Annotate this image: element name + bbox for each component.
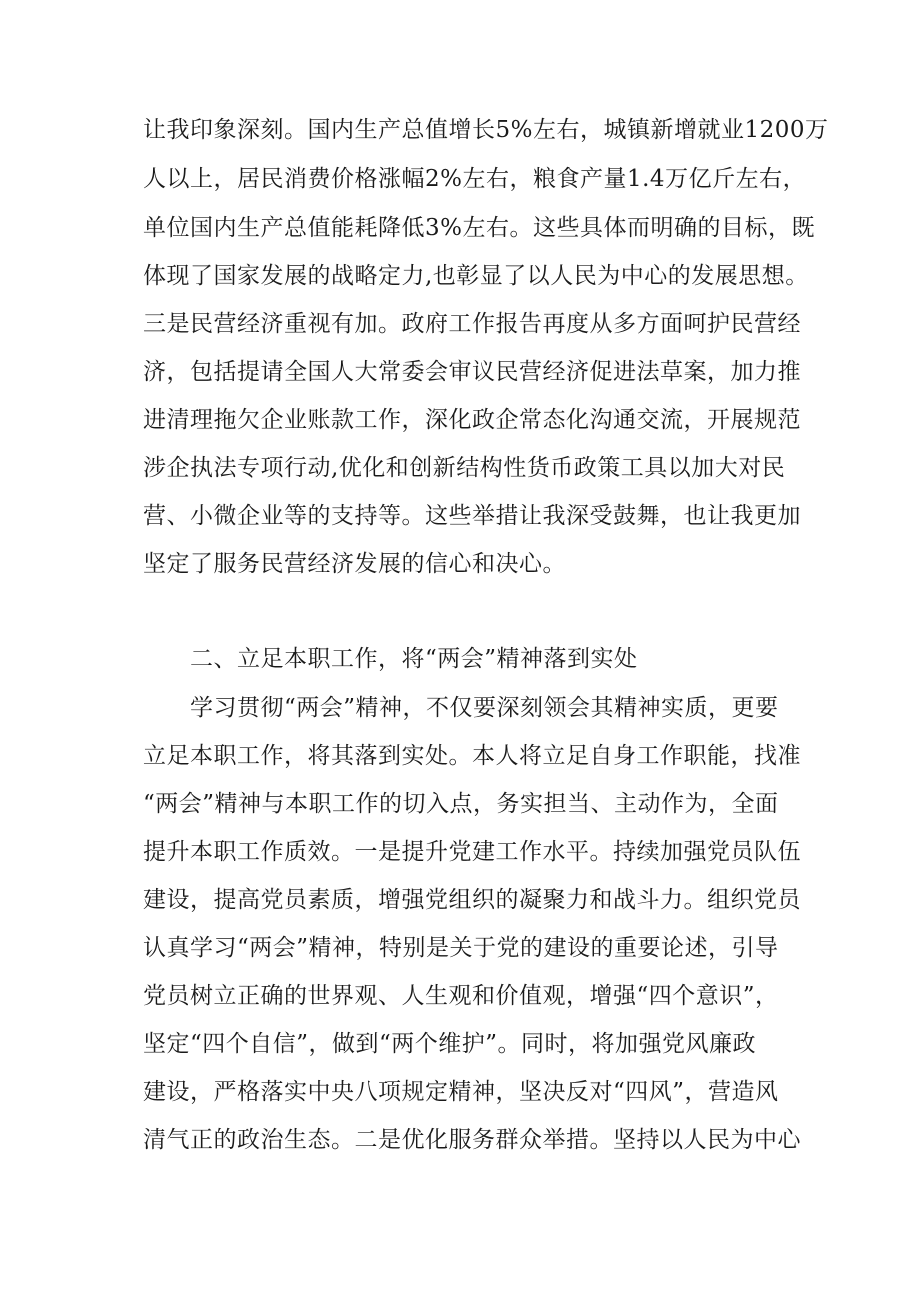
text-line: 党员树立正确的世界观、人生观和价值观，增强“四个意识”， bbox=[143, 983, 779, 1009]
text-line: 提升本职工作质效。一是提升党建工作水平。持续加强党员队伍 bbox=[143, 839, 801, 865]
text-line: 人以上，居民消费价格涨幅2%左右，粮食产量1.4万亿斤左右， bbox=[143, 166, 807, 192]
section-heading: 二、立足本职工作，将“两会”精神落到实处 bbox=[190, 646, 638, 672]
text-line: 体现了国家发展的战略定力,也彰显了以人民为中心的发展思想。 bbox=[143, 263, 809, 289]
text-line: 学习贯彻“两会”精神，不仅要深刻领会其精神实质，更要 bbox=[190, 695, 779, 721]
text-line: 进清理拖欠企业账款工作，深化政企常态化沟通交流，开展规范 bbox=[143, 407, 801, 433]
text-line: 建设，提高党员素质，增强党组织的凝聚力和战斗力。组织党员 bbox=[143, 887, 801, 913]
text-line: 坚定了服务民营经济发展的信心和决心。 bbox=[143, 551, 566, 577]
text-line: 让我印象深刻。国内生产总值增长5%左右，城镇新增就业1200万 bbox=[143, 117, 829, 143]
text-line: 清气正的政治生态。二是优化服务群众举措。坚持以人民为中心 bbox=[143, 1127, 801, 1153]
text-line: 济，包括提请全国人大常委会审议民营经济促进法草案，加力推 bbox=[143, 359, 801, 385]
text-line: 认真学习“两会”精神，特别是关于党的建设的重要论述，引导 bbox=[143, 935, 779, 961]
text-line: 单位国内生产总值能耗降低3%左右。这些具体而明确的目标，既 bbox=[143, 215, 815, 241]
text-line: 涉企执法专项行动,优化和创新结构性货币政策工具以加大对民 bbox=[143, 455, 786, 481]
text-line: 三是民营经济重视有加。政府工作报告再度从多方面呵护民营经 bbox=[143, 311, 801, 337]
text-line: 营、小微企业等的支持等。这些举措让我深受鼓舞，也让我更加 bbox=[143, 503, 801, 529]
text-line: “两会”精神与本职工作的切入点，务实担当、主动作为，全面 bbox=[143, 791, 779, 817]
text-line: 建设，严格落实中央八项规定精神，坚决反对“四风”，营造风 bbox=[143, 1079, 779, 1105]
text-line: 立足本职工作，将其落到实处。本人将立足自身工作职能，找准 bbox=[143, 743, 801, 769]
text-line: 坚定“四个自信”，做到“两个维护”。同时，将加强党风廉政 bbox=[143, 1031, 757, 1057]
